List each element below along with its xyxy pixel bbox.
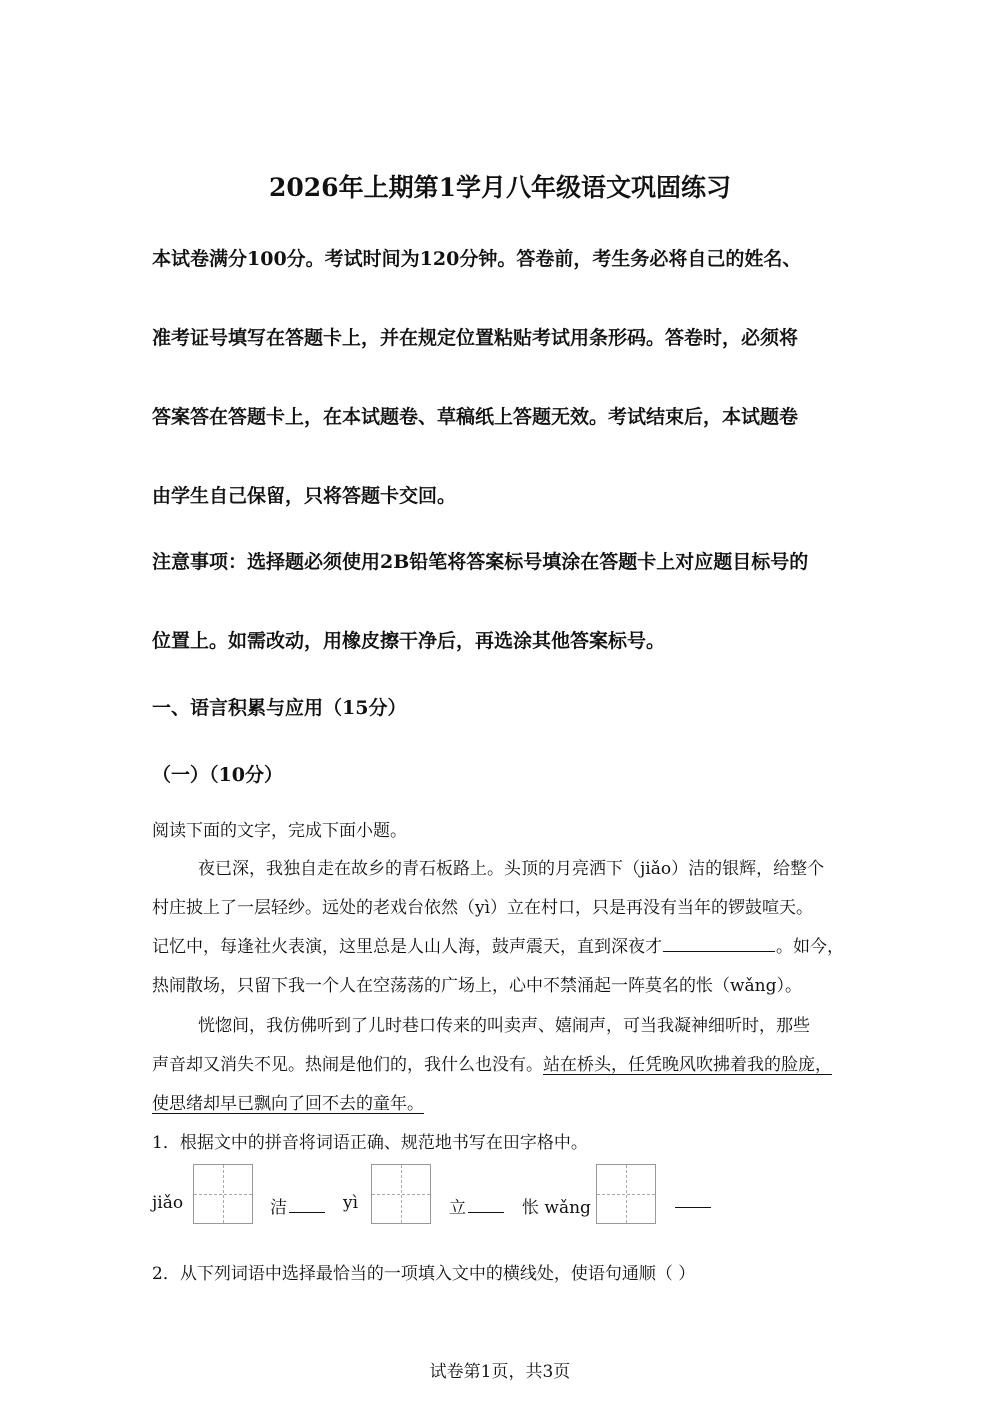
answer-blank[interactable] xyxy=(468,1212,504,1213)
passage-line xyxy=(152,932,844,957)
instruction-line: 答案答在答题卡上，在本试题卷、草稿纸上答题无效。考试结束后，本试题卷 xyxy=(152,406,799,428)
char-text: 洁 xyxy=(270,1198,287,1218)
notes-line: 位置上。如需改动，用橡皮擦干净后，再选涂其他答案标号。 xyxy=(152,630,666,652)
instruction-line: 本试卷满分100分。考试时间为120分钟。答卷前，考生务必将自己的姓名、 xyxy=(152,248,802,270)
pinyin-label: jiǎo xyxy=(152,1193,184,1213)
passage-line: 恍惚间，我仿佛听到了儿时巷口传来的叫卖声、嬉闹声，可当我凝神细听时，那些 xyxy=(198,1016,810,1036)
instruction-line: 准考证号填写在答题卡上，并在规定位置粘贴考试用条形码。答卷时，必须将 xyxy=(152,327,799,349)
underlined-sentence: 站在桥头，任凭晚风吹拂着我的脸庞， xyxy=(543,1055,832,1075)
passage-line: 夜已深，我独自走在故乡的青石板路上。头顶的月亮洒下（jiǎo）洁的银辉，给整个 xyxy=(198,859,825,879)
instruction-line: 由学生自己保留，只将答题卡交回。 xyxy=(152,485,457,507)
pinyin-label: yì xyxy=(343,1193,359,1213)
word-char xyxy=(270,1193,325,1218)
char-text: 立 xyxy=(449,1198,466,1218)
passage-text: 。如今， xyxy=(776,937,844,957)
tianzige-box[interactable] xyxy=(371,1164,431,1224)
answer-blank[interactable] xyxy=(675,1207,711,1208)
reading-prompt: 阅读下面的文字，完成下面小题。 xyxy=(152,821,407,841)
section-heading: 一、语言积累与应用（15分） xyxy=(152,697,407,719)
passage-text: 声音却又消失不见。热闹是他们的，我什么也没有。 xyxy=(152,1055,543,1075)
passage-line xyxy=(152,1050,832,1075)
question-2-text: 2．从下列词语中选择最恰当的一项填入文中的横线处，使语句通顺（ ） xyxy=(152,1264,696,1284)
fill-blank[interactable] xyxy=(663,950,775,952)
question-1-text: 1．根据文中的拼音将词语正确、规范地书写在田字格中。 xyxy=(152,1133,588,1153)
page-footer: 试卷第1页，共3页 xyxy=(429,1362,571,1382)
underlined-sentence: 使思绪却早已飘向了回不去的童年。 xyxy=(152,1094,424,1114)
tianzige-box[interactable] xyxy=(193,1164,253,1224)
subsection-heading: （一）（10分） xyxy=(152,764,283,786)
passage-line: 村庄披上了一层轻纱。远处的老戏台依然（yì）立在村口，只是再没有当年的锣鼓喧天。 xyxy=(152,898,814,918)
passage-text: 记忆中，每逢社火表演，这里总是人山人海，鼓声震天，直到深夜才 xyxy=(152,937,662,957)
pinyin-label: 怅 wǎng xyxy=(522,1198,591,1218)
passage-line: 热闹散场，只留下我一个人在空荡荡的广场上，心中不禁涌起一阵莫名的怅（wǎng）。 xyxy=(152,976,803,996)
tianzige-box[interactable] xyxy=(596,1164,656,1224)
word-char xyxy=(673,1193,711,1213)
notes-line: 注意事项：选择题必须使用2B铅笔将答案标号填涂在答题卡上对应题目标号的 xyxy=(152,551,809,573)
word-char xyxy=(449,1193,504,1218)
answer-blank[interactable] xyxy=(289,1212,325,1213)
page-title: 2026年上期第1学月八年级语文巩固练习 xyxy=(269,173,731,202)
